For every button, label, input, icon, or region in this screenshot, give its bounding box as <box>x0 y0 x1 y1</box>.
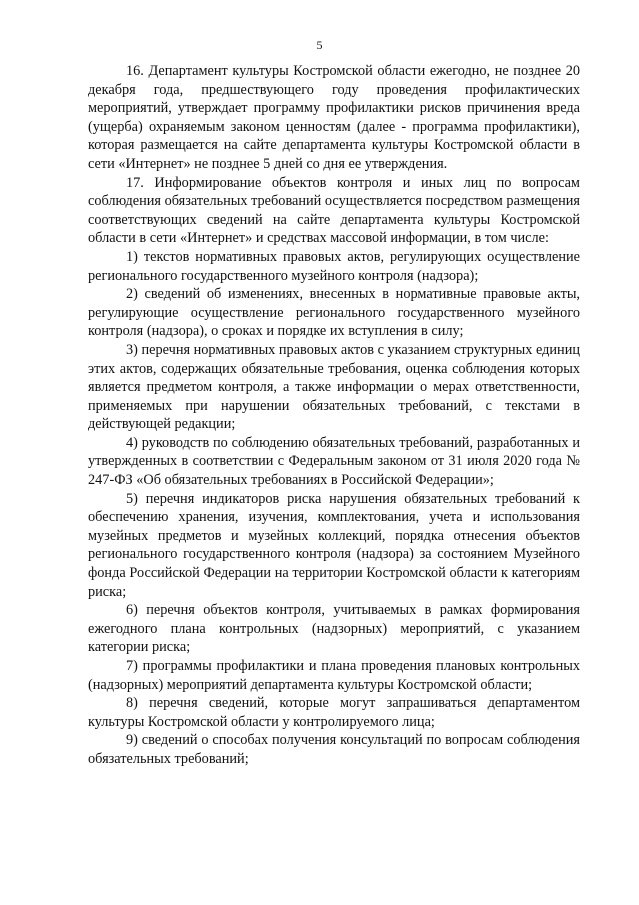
list-item-5: 5) перечня индикаторов риска нарушения обязательных требований к обеспечению хранения, изучения, комплектования, учета и использования музейных предметов и музейных коллекций, порядка отнесения объектов регионального государственного контроля (надзора) за состоянием Музейного фонда Российской Федерации на территории Костромской области к категориям риска; <box>88 490 580 600</box>
list-item-9: 9) сведений о способах получения консультаций по вопросам соблюдения обязательных требований; <box>88 732 580 767</box>
document-body <box>88 62 580 769</box>
paragraph-16: 16. Департамент культуры Костромской области ежегодно, не позднее 20 декабря года, предшествующего году проведения профилактических мероприятий, утверждает программу профилактики рисков причинения вреда (ущерба) охраняемым законом ценностям (далее - программа профилактики), которая размещается на сайте департамента культуры Костромской области в сети «Интернет» не позднее 5 дней со дня ее утверждения. <box>88 63 580 172</box>
list-item-2: 2) сведений об изменениях, внесенных в нормативные правовые акты, регулирующие осуществление регионального государственного музейного контроля (надзора), о сроках и порядке их вступления в силу; <box>88 286 580 340</box>
list-item-6: 6) перечня объектов контроля, учитываемых в рамках формирования ежегодного плана контрольных (надзорных) мероприятий, с указанием категории риска; <box>88 602 580 656</box>
list-item-1: 1) текстов нормативных правовых актов, регулирующих осуществление регионального государственного музейного контроля (надзора); <box>88 248 580 284</box>
paragraph-17: 17. Информирование объектов контроля и иных лиц по вопросам соблюдения обязательных требований осуществляется посредством размещения соответствующих сведений на сайте департамента культуры Костромской области в сети «Интернет» и средствах массовой информации, в том числе: <box>88 174 580 247</box>
list-item-8: 8) перечня сведений, которые могут запрашиваться департаментом культуры Костромской области у контролируемого лица; <box>88 695 580 730</box>
list-item-7: 7) программы профилактики и плана проведения плановых контрольных (надзорных) мероприятий департамента культуры Костромской области; <box>88 658 580 693</box>
list-item-4: 4) руководств по соблюдению обязательных требований, разработанных и утвержденных в соответствии с Федеральным законом от 31 июля 2020 года № 247-ФЗ «Об обязательных требованиях в Российской Федерации»; <box>88 434 580 489</box>
page-number: 5 <box>316 38 323 52</box>
list-item-3: 3) перечня нормативных правовых актов с указанием структурных единиц этих актов, содержащих обязательные требования, оценка соблюдения которых является предметом контроля, а также информации о мерах ответственности, применяемых при нарушении обязательных требований, с текстами в действующей редакции; <box>88 341 580 433</box>
